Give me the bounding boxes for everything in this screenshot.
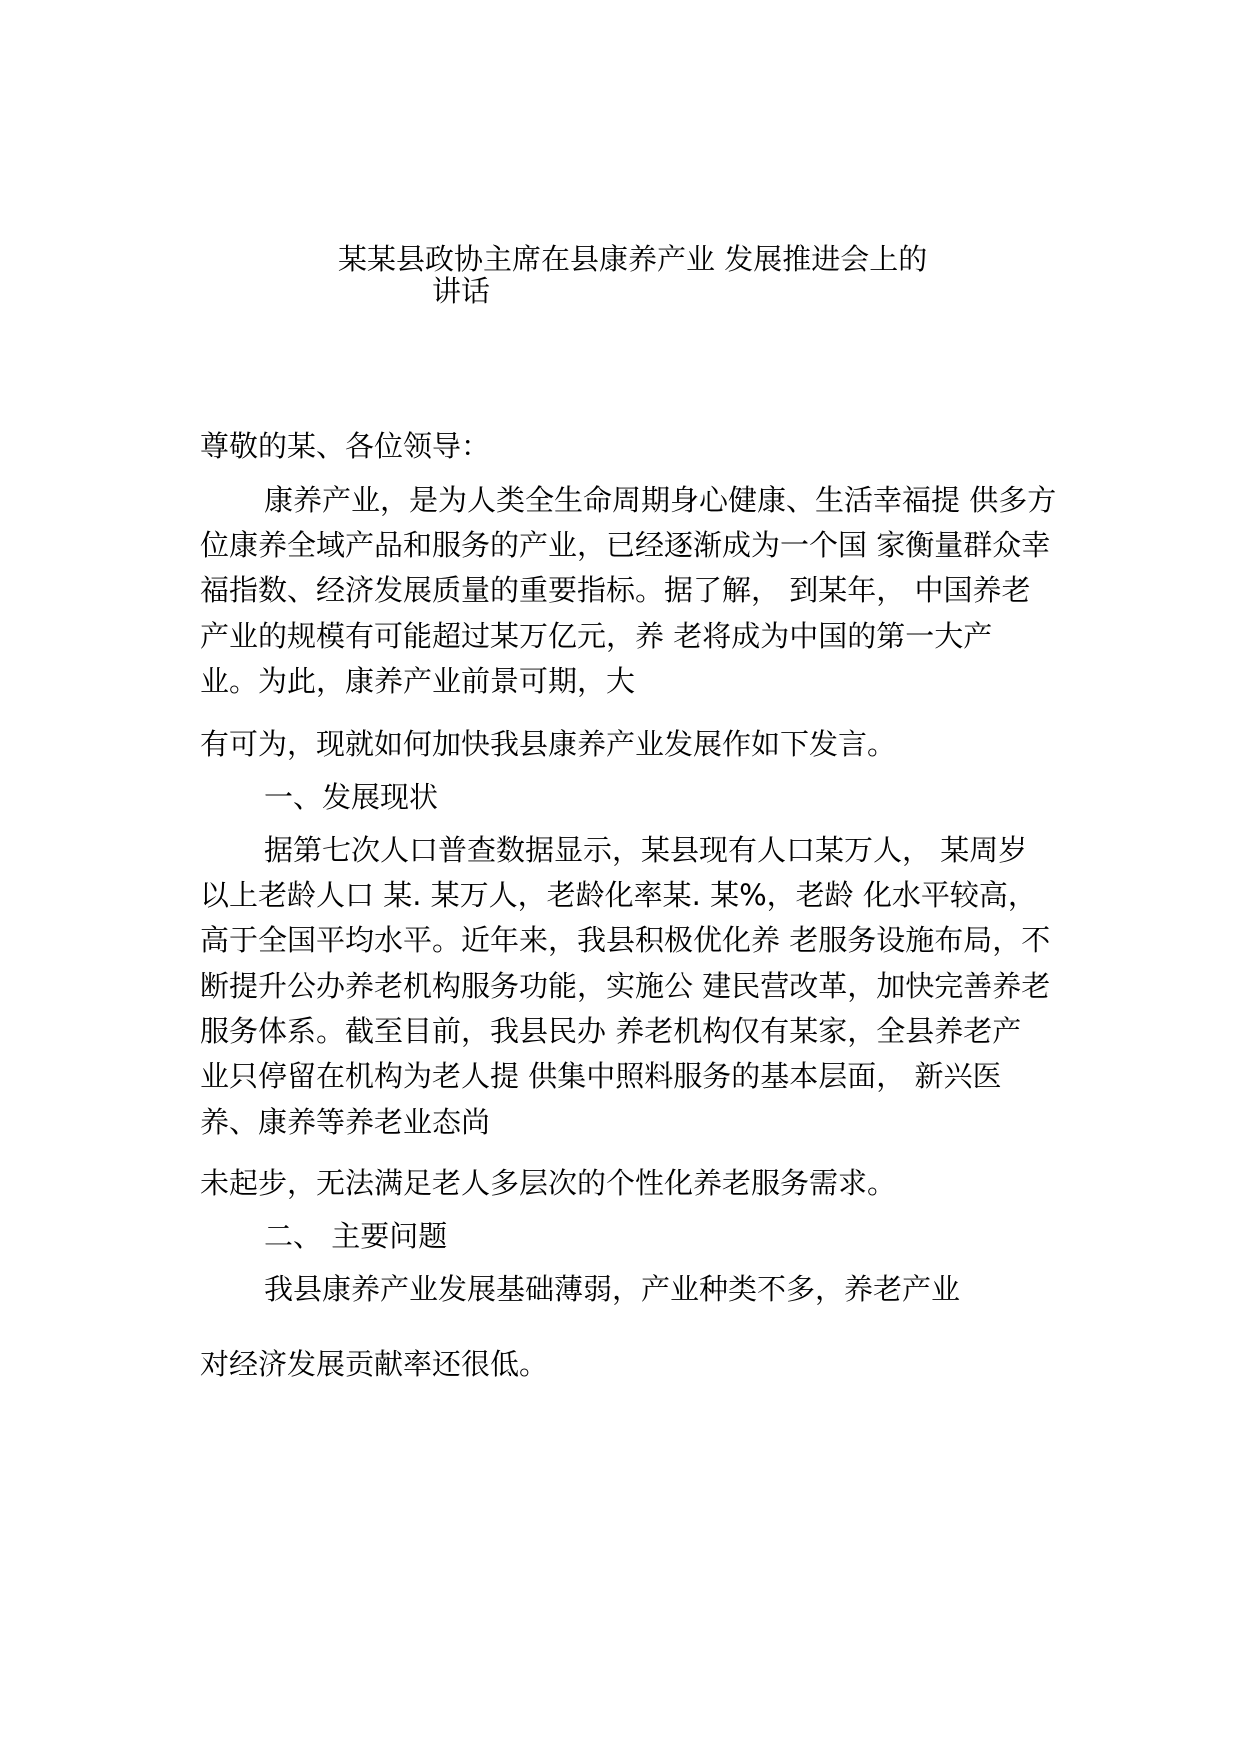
document-title-line-2: 讲话 [432,274,491,308]
body-line: 产业的规模有可能超过某万亿元，养 老将成为中国的第一大产 [200,619,993,653]
body-line: 养、康养等养老业态尚 [200,1105,491,1139]
section-heading-1: 一、发展现状 [264,780,439,814]
salutation: 尊敬的某、各位领导： [200,429,491,463]
body-line: 我县康养产业发展基础薄弱，产业种类不多，养老产业 [264,1272,961,1306]
body-line: 业。为此，康养产业前景可期，大 [200,664,636,698]
body-line: 未起步，无法满足老人多层次的个性化养老服务需求。 [200,1166,897,1200]
document-title-line-1: 某某县政协主席在县康养产业 发展推进会上的 [338,242,928,276]
body-line: 业只停留在机构为老人提 供集中照料服务的基本层面， 新兴医 [200,1059,1002,1093]
section-heading-2: 二、 主要问题 [264,1219,448,1253]
body-line: 高于全国平均水平。近年来，我县积极优化养 老服务设施布局，不 [200,923,1051,957]
body-line: 有可为，现就如何加快我县康养产业发展作如下发言。 [200,727,897,761]
body-line: 对经济发展贡献率还很低。 [200,1347,549,1381]
body-line: 断提升公办养老机构服务功能，实施公 建民营改革，加快完善养老 [200,969,1051,1003]
body-line: 服务体系。截至目前，我县民办 养老机构仅有某家，全县养老产 [200,1014,1022,1048]
body-line: 位康养全域产品和服务的产业，已经逐渐成为一个国 家衡量群众幸 [200,528,1051,562]
body-line: 康养产业，是为人类全生命周期身心健康、生活幸福提 供多方 [264,483,1057,517]
body-line: 据第七次人口普查数据显示，某县现有人口某万人， 某周岁 [264,833,1028,867]
body-line: 福指数、经济发展质量的重要指标。据了解， 到某年， 中国养老 [200,573,1031,607]
body-line: 以上老龄人口 某. 某万人，老龄化率某. 某%，老龄 化水平较高， [200,878,1037,912]
